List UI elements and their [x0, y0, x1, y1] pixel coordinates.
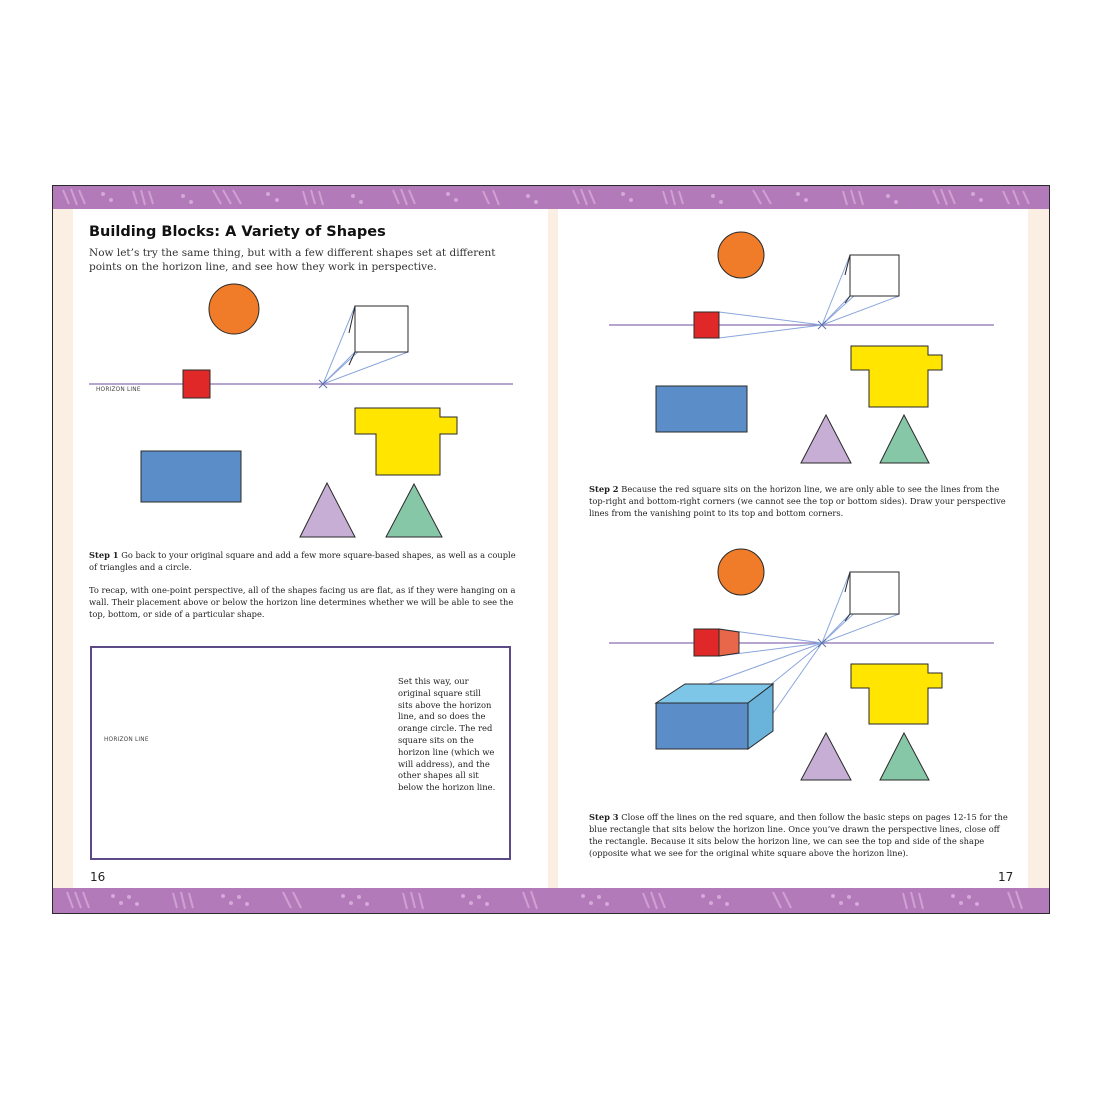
step2-yellow-shape [851, 346, 942, 407]
step2-diagram [609, 232, 994, 463]
inset-horizon-label: HORIZON LINE [104, 737, 149, 743]
intro-paragraph: Now let’s try the same thing, but with a few different shapes set at different points on the horizon line, and see how they work in perspective. [89, 247, 496, 273]
step3-diagram [609, 549, 994, 780]
purple-triangle [300, 483, 355, 537]
step2-text: Because the red square sits on the horizon line, we are only able to see the lines from the top-right and bottom-right corners (we cannot see the top or bottom sides). Draw your perspective lines from the vanishing point to its top and bottom corners. [589, 484, 1006, 518]
recap-paragraph: To recap, with one-point perspective, all of the shapes facing us are flat, as if they were hanging on a wall. Their placement above or below the horizon line determines whether we will be able to see the top, bottom, or side of a particular shape. [89, 585, 516, 619]
step3-green-triangle [880, 733, 929, 780]
page-title: Building Blocks: A Variety of Shapes [89, 224, 386, 240]
yellow-shape [355, 408, 457, 475]
step3-blue-box [656, 684, 773, 749]
step2-purple-triangle [801, 415, 851, 463]
orange-circle [209, 284, 259, 334]
blue-rectangle [141, 451, 241, 502]
step3-yellow-shape [851, 664, 942, 724]
step3-label: Step 3 [589, 812, 619, 822]
step2-label: Step 2 [589, 484, 619, 494]
step2-green-triangle [880, 415, 929, 463]
step1-paragraph [89, 549, 519, 573]
step2-paragraph [589, 483, 1009, 519]
white-cube [349, 306, 408, 365]
step2-blue-rectangle [656, 386, 747, 432]
step2-orange-circle [718, 232, 764, 278]
step3-white-cube [845, 572, 899, 621]
page-number-right: 17 [998, 870, 1014, 884]
red-square [183, 370, 210, 398]
step3-orange-circle [718, 549, 764, 595]
step3-text: Close off the lines on the red square, and then follow the basic steps on pages 12-15 for the blue rectangle that sits below the horizon line. Once you’ve drawn the perspective lines, close off the rectangle. Because it sits below the horizon line, we can see the top and side of the shape (opposite what we see for the original white square above the horizon line). [589, 812, 1008, 858]
step1-text: Go back to your original square and add a few more square-based shapes, as well as a couple of triangles and a circle. [89, 550, 516, 572]
step1-diagram [89, 284, 513, 537]
step3-purple-triangle [801, 733, 851, 780]
step3-paragraph [589, 811, 1009, 859]
page-number-left: 16 [90, 870, 106, 884]
inset-caption: Set this way, our original square still sits above the horizon line, and so does the orange circle. The red square sits on the horizon line (which we will address), and the other shapes all sit below the horizon line. [398, 676, 496, 793]
step2-red-square [694, 312, 719, 338]
step1-label: Step 1 [89, 550, 119, 560]
step2-white-cube [845, 255, 899, 303]
step3-red-extrusion [719, 629, 739, 656]
green-triangle [386, 484, 442, 537]
step3-red-square [694, 629, 719, 656]
horizon-line-label: HORIZON LINE [96, 387, 141, 393]
